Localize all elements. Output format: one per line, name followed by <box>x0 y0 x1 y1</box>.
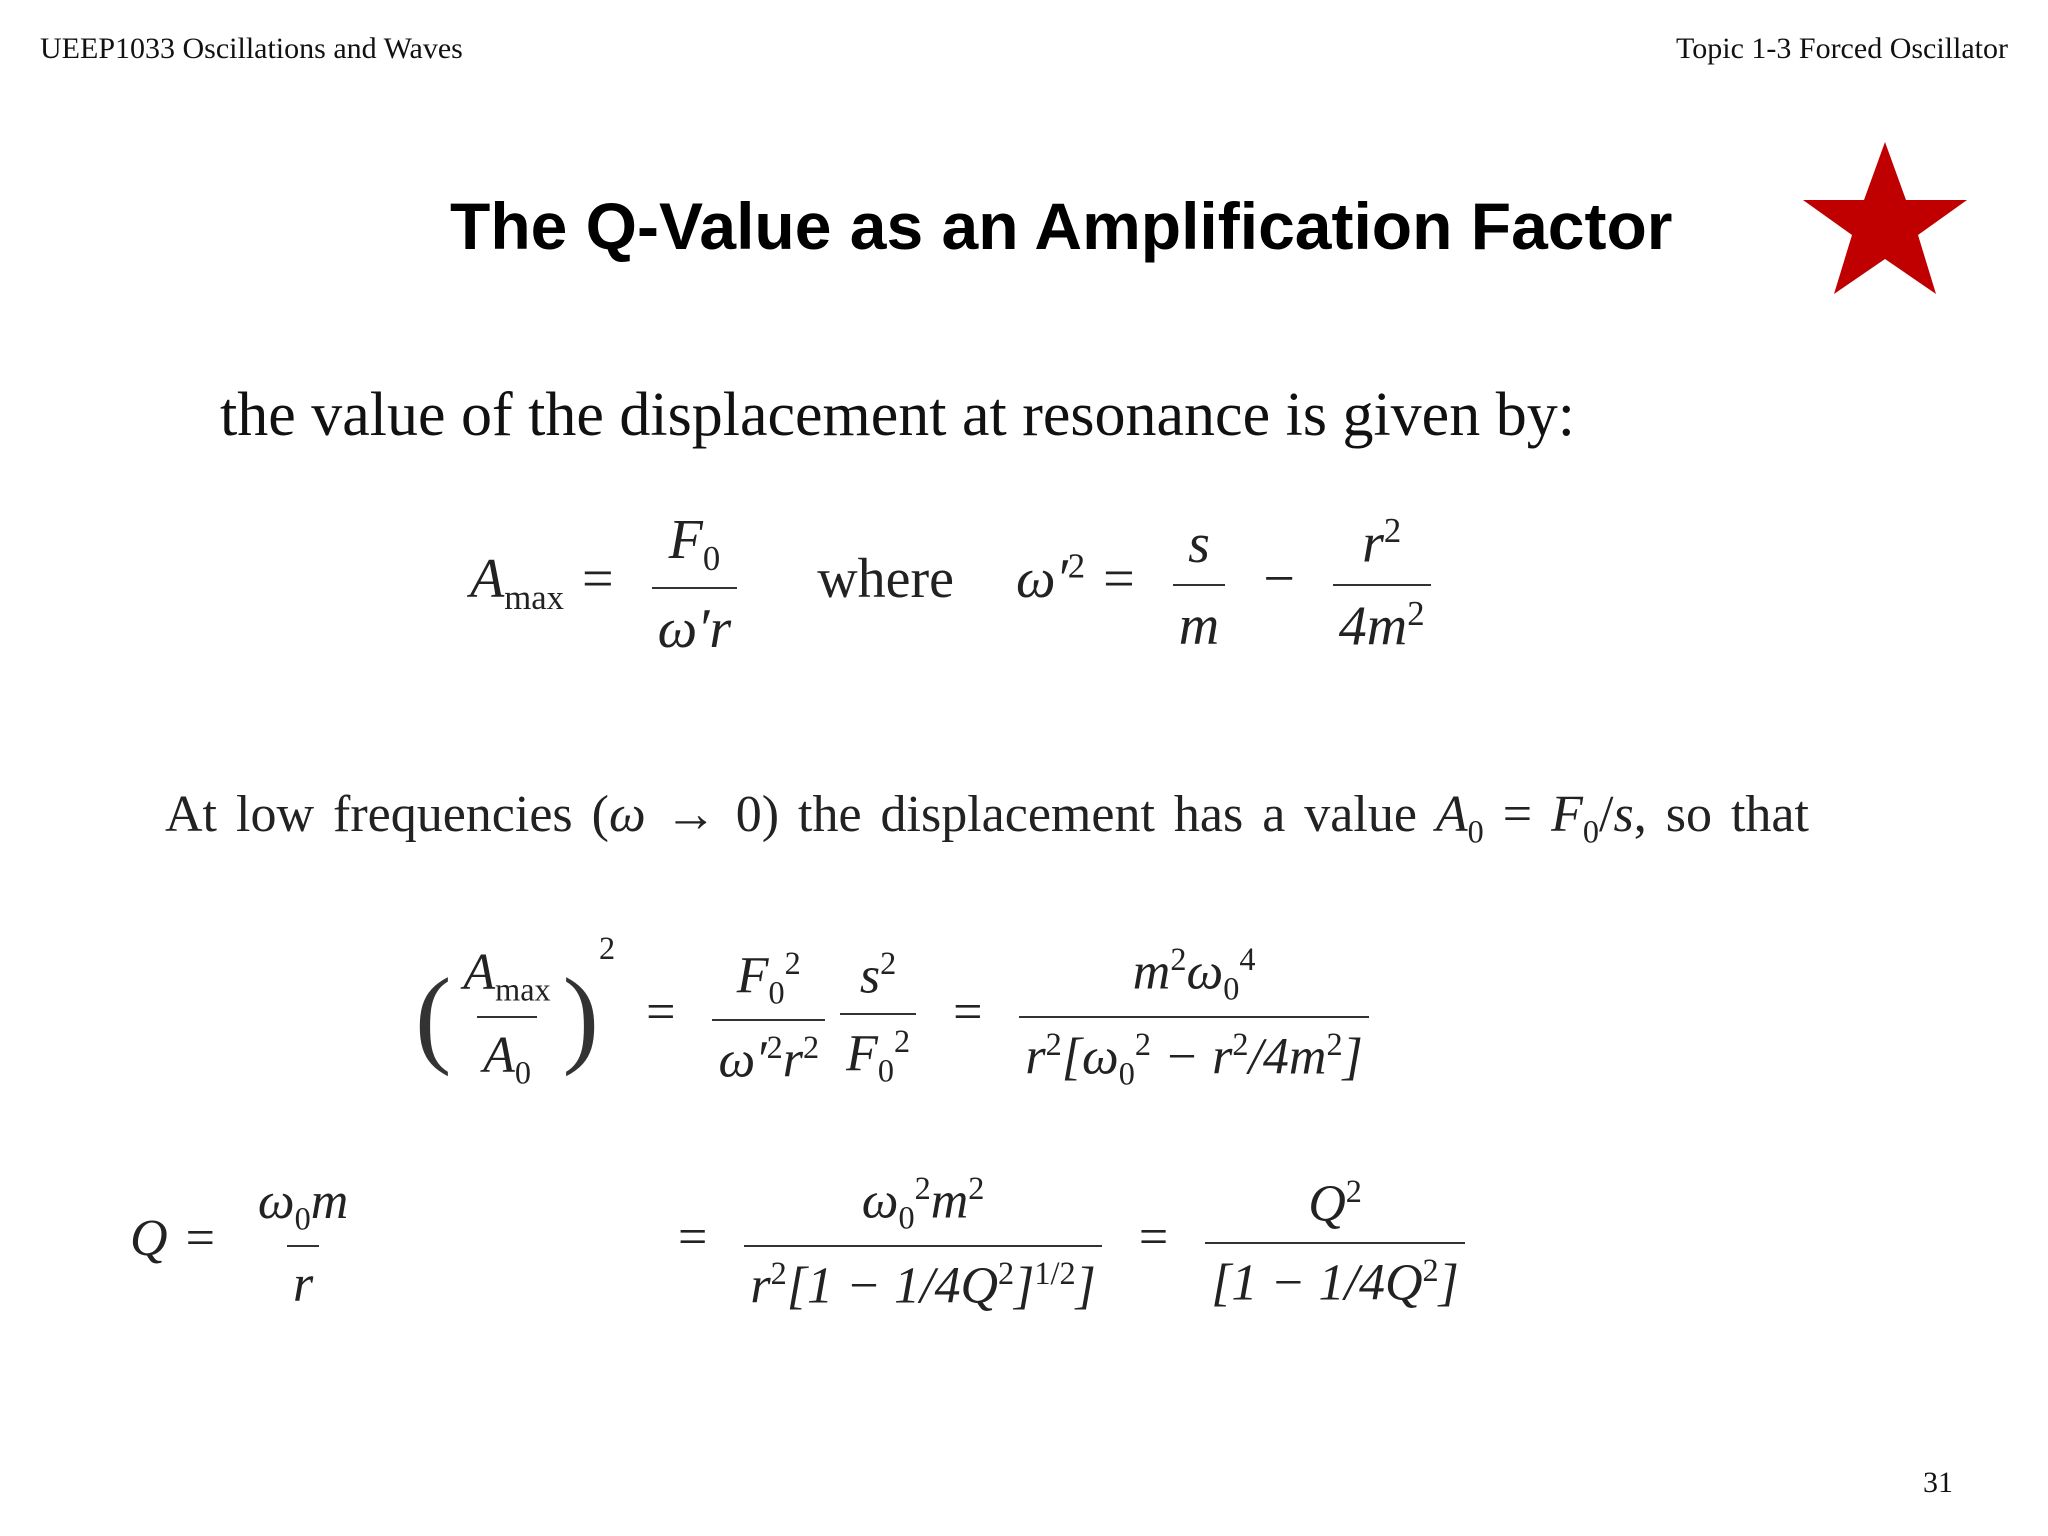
page-number: 31 <box>1923 1466 1953 1499</box>
where-label: where <box>817 548 954 611</box>
statement-middle: the displacement has a value <box>798 786 1417 843</box>
equation-q-definition: Q = $\frac{\omega_0m}{r}$ <box>130 1173 349 1314</box>
topic-header: Topic 1-3 Forced Oscillator <box>1676 32 2008 65</box>
statement-suffix: so that <box>1665 786 1809 843</box>
low-frequency-statement: At low frequencies (ω → 0) the displacement has a value $A_0 = F_0/s$, so that <box>165 786 1809 850</box>
equation-q-squared: = $\frac{\omega_0^2m^2}{r^2[1 - 1/4Q^2]^{1/2}]}$ = $\frac{Q^2}{[1 - 1/4Q^2]}$ <box>660 1170 1471 1315</box>
statement-prefix: At low frequencies <box>165 786 573 843</box>
star-icon <box>1795 142 1975 298</box>
equation-amplitude-ratio: ( $\frac{A_{max}}{A_0}$ )$^2$ = $\frac{F_0^2}{\omega'^2r^2}$ $\frac{s^2}{F_0^2}$ = $\frac{m^2\omega_0^4}{r^2[\omega_0^2 - r^2/4m^2]}$ <box>415 930 1375 1093</box>
equation-amax: $A_{max}$ = $\frac{F_0}{\omega'r}$ where $\omega'^2$ = $\frac{s}{m}$ − $\frac{r^2}{4m^2}$ <box>470 508 1437 661</box>
slide-title: The Q-Value as an Amplification Factor <box>450 189 1673 263</box>
intro-text: the value of the displacement at resonance is given by: <box>220 381 1575 449</box>
course-header: UEEP1033 Oscillations and Waves <box>40 32 463 65</box>
